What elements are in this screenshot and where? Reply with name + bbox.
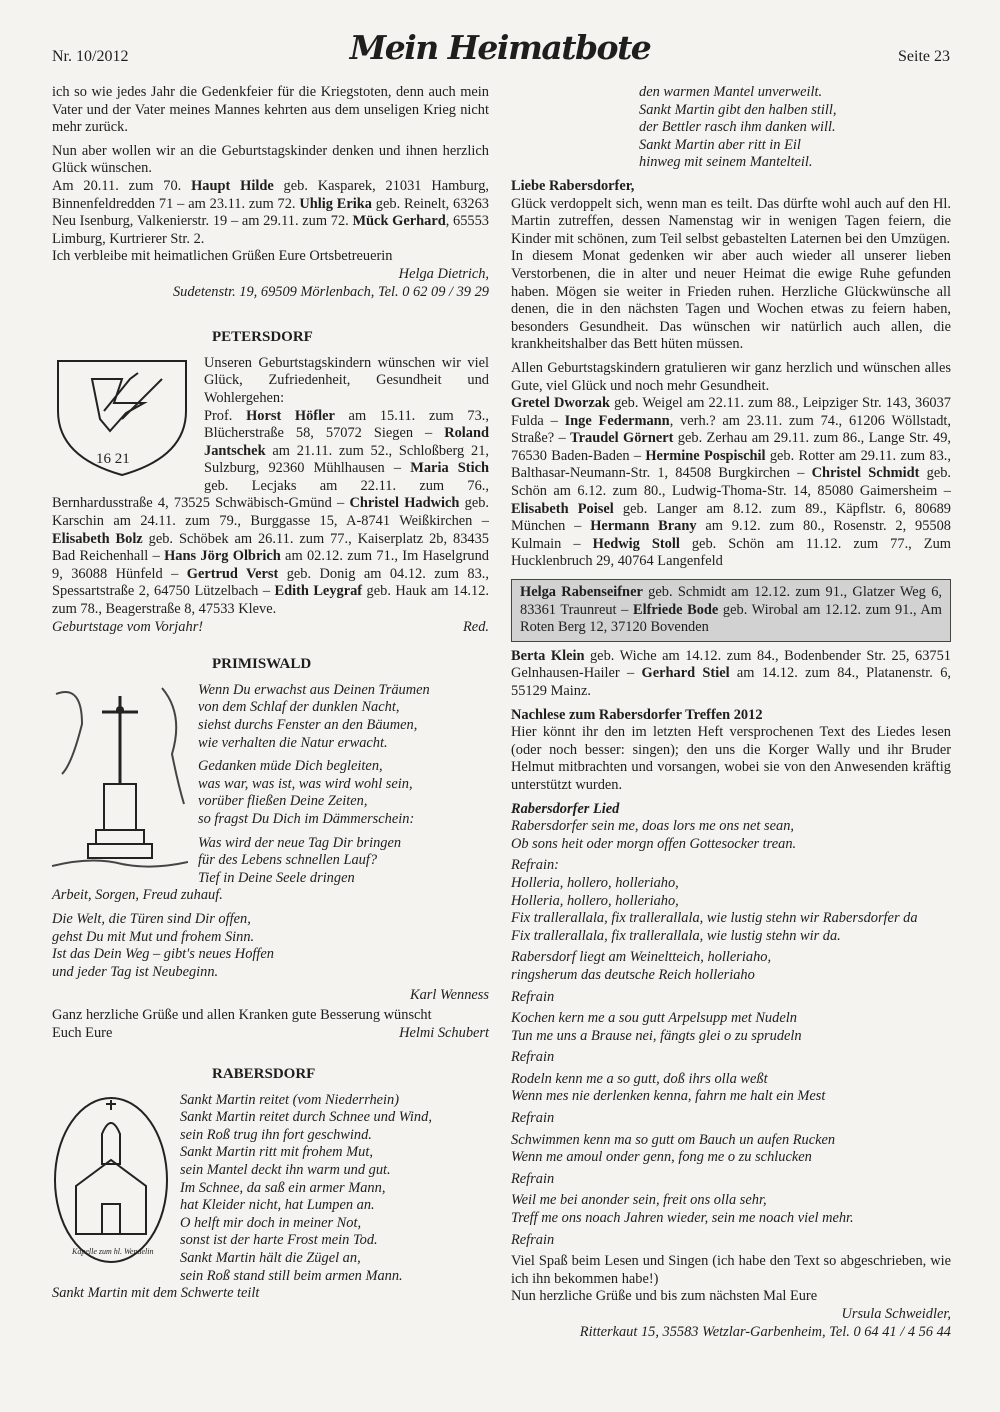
song-lyrics <box>511 818 951 1249</box>
poem-line: der Bettler rasch ihm danken will. <box>639 119 836 136</box>
highlight-box: Helga Rabenseifner geb. Schmidt am 12.12. zum 91., Glatzer Weg 6, 83361 Traunreut – Elfriede Bode geb. Wirobal am 12.12. zum 91., Am Roten Berg 12, 37120 Bovenden <box>511 579 951 642</box>
poem-line: Gedanken müde Dich begleiten, <box>198 758 383 775</box>
lyrics-line: Tun me uns a Brause nei, fängts glei o zu sprudeln <box>511 1027 802 1044</box>
poem-line: Sankt Martin mit dem Schwerte teilt <box>52 1285 260 1302</box>
lyrics-line: Refrain: <box>511 857 559 874</box>
section-title-rabersdorf: RABERSDORF <box>212 1066 316 1083</box>
poem-line: siehst durchs Fenster an den Bäumen, <box>198 717 418 733</box>
section-title-petersdorf: PETERSDORF <box>212 329 313 346</box>
lyrics-line: Refrain <box>511 1049 555 1066</box>
lyrics-line: Kochen kern me a sou gutt Arpelsupp met Nudeln <box>511 1010 797 1027</box>
poem-line: Arbeit, Sorgen, Freud zuhauf. <box>52 887 223 904</box>
poem-line: Sankt Martin reitet (vom Niederrhein) <box>180 1091 400 1108</box>
closing-paragraph: Viel Spaß beim Lesen und Singen (ich habe den Text so abgeschrieben, wie ich ihn bekommen habe!) <box>511 1253 951 1287</box>
more-birthdays: Berta Klein geb. Wiche am 14.12. zum 84., Bodenbender Str. 25, 63751 Gelnhausen-Hailer – Gerhard Stiel am 14.12. zum 84., Platanenstr. 6, 55129 Mainz. <box>511 647 951 699</box>
signature-name-right: Ursula Schweidler, <box>841 1306 951 1322</box>
lyrics-line: Weil me bei anonder sein, freit ons olla sehr, <box>511 1192 767 1209</box>
poem-author: Karl Wenness <box>409 987 489 1004</box>
song-title: Rabersdorfer Lied <box>511 800 620 817</box>
lyrics-line: Refrain <box>511 988 555 1005</box>
section-title-primiswald: PRIMISWALD <box>212 656 312 673</box>
poem-line: sein Roß stand still beim armen Mann. <box>180 1267 403 1284</box>
poem-line: Was wird der neue Tag Dir bringen <box>198 834 402 851</box>
greeting-head: Liebe Rabersdorfer, <box>511 177 635 194</box>
lyrics-line: Rabersdorf liegt am Weineltteich, holleriaho, <box>511 949 772 966</box>
masthead-logo: Mein Heimatbote <box>349 28 651 67</box>
left-column <box>52 84 489 1303</box>
nachlese-paragraph: Hier könnt ihr den im letzten Heft versprochenen Text des Liedes lesen (oder noch besser: singen); den uns die Korger Wally und ihr Bruder Helmut mitbrachten und vorsangen, wobei sie von den Anwesenden kräftig unterstützt wurden. <box>511 724 951 793</box>
lyrics-block <box>511 949 951 984</box>
poem-line: sonst ist der harte Frost mein Tod. <box>180 1232 378 1249</box>
greeting-sign: Euch Eure Helmi Schubert <box>52 1024 489 1041</box>
lyrics-line: Treff me ons noach Jahren wieder, sein me noach viel mehr. <box>511 1210 854 1227</box>
poem-line: so fragst Du Dich im Dämmerschein: <box>198 810 415 827</box>
poem-line: gehst Du mit Mut und frohem Sinn. <box>52 928 255 945</box>
petersdorf-crest-image <box>52 359 192 483</box>
wayside-cross-drawing <box>52 684 188 878</box>
lyrics-line: Wenn me amoul onder genn, fong me o zu schlucken <box>511 1149 812 1166</box>
rabersdorf-birthdays: Gretel Dworzak geb. Weigel am 22.11. zum 88., Leipziger Str. 143, 36037 Fulda – Inge Federmann, verh.? am 23.11. zum 74., 61206 Wöllstadt, Straße? – Traudel Görnert geb. Zerhau am 29.11. zum 86., Lange Str. 49, 76530 Baden-Baden – Hermine Pospischil geb. Rotter am 29.11. zum 83., Balthasar-Neumann-Str. 1, 84508 Burgkirchen – Christel Schmidt geb. Schön am 6.12. zum 80., Ludwig-Thoma-Str. 14, 85080 Gaimersheim – Elisabeth Poisel geb. Langer am 8.12. zum 89., Käpflstr. 6, 80689 München – Hermann Brany am 9.12. zum 80., Rosenstr. 2, 95508 Kulmain – Hedwig Stoll geb. Schön am 11.12. zum 77., Zum Hucklenbruch 29, 40764 Langenfeld <box>511 395 952 570</box>
lyrics-line: Fix trallerallala, fix trallerallala, wie lustig stehn wir Rabersdorfer da <box>511 910 918 927</box>
memorial-paragraph: In diesem Monat gedenken wir aber auch wieder all unserer lieben Verstorbenen, die in alter und neuer Heimat die ewige Ruhe gefunden haben. Mögen sie weiter in Frieden ruhen. Herzliche Glückwünsche all denen, die in den nächsten Tagen und Wochen etwas zu feiern haben, besonders Gesundheit. Das wünschen wir natürlich auch allen, die krankheitshalber das Bett hüten müssen. <box>511 248 951 353</box>
martin-paragraph: Glück verdoppelt sich, wenn man es teilt. Das dürfte wohl auch auf den Hl. Martin zutreffen, dessen Namenstag wir in wenigen Tagen feiern, die Kinder mit schönen, zum Teil selbst gebastelten Laternen bei den Umzügen. <box>511 195 951 247</box>
poem-stanza <box>52 911 489 981</box>
lyrics-block <box>511 1010 951 1045</box>
sign-off: Ich verbleibe mit heimatlichen Grüßen Eure Ortsbetreuerin <box>52 248 393 265</box>
lyrics-line: Wenn mes nie derlenken kenna, fahrn me halt ein Mest <box>511 1088 826 1105</box>
closing-greeting: Nun herzliche Grüße und bis zum nächsten Mal Eure <box>511 1288 818 1305</box>
poem-line: Sankt Martin aber ritt in Eil <box>639 136 801 153</box>
lyrics-line: Fix trallerallala, fix trallerallala, wie lustig stehn wir da. <box>511 927 841 944</box>
poem-line: Im Schnee, da saß ein armer Mann, <box>180 1179 386 1196</box>
birthday-wishes: Allen Geburtstagskindern gratulieren wir ganz herzlich und wünschen alles Gute, viel Glück und noch mehr Gesundheit. <box>511 359 951 394</box>
birthday-intro: Nun aber wollen wir an die Geburtstagskinder denken und ihnen herzlich Glück wünschen. <box>52 142 489 177</box>
lyrics-line: Refrain <box>511 1231 555 1248</box>
issue-number: Nr. 10/2012 <box>52 48 129 65</box>
poem-line: Sankt Martin gibt den halben still, <box>639 101 837 118</box>
signature-name: Helga Dietrich, <box>398 265 489 282</box>
chapel-emblem-drawing <box>52 1094 170 1272</box>
petersdorf-birthdays: Unseren Geburtstagskindern wünschen wir viel Glück, Zufriedenheit, Gesundheit und Wohlergehen: Prof. Horst Höfler am 15.11. zum 73., Blücherstraße 58, 57072 Siegen – Roland Jantschek am 21.11. zum 52., Schloßberg 21, Sulzburg, 92360 Mühlhausen – Maria Stich geb. Lecjaks am 22.11. zum 76., Bernhardusstraße 4, 73525 Schwäbisch-Gmünd – Christel Hadwich geb. Karschin am 24.11. zum 79., Burggasse 15, A-8741 Weißkirchen – Elisabeth Bolz geb. Schöbek am 26.11. zum 77., Kaiserplatz 2b, 83435 Bad Reichenhall – Hans Jörg Olbrich am 02.12. zum 71., Im Haselgrund 9, 36088 Hünfeld – Gertrud Verst geb. Donig am 04.12. zum 83., Spessartstraße 2, 64750 Lützelbach – Edith Leygraf geb. Hauk am 14.12. zum 78., Beagerstraße 8, 47533 Kleve. <box>52 354 490 618</box>
poem-line: hinweg mit seinem Mantelteil. <box>639 154 813 171</box>
martin-poem-part2 <box>639 84 951 172</box>
lyrics-line: Refrain <box>511 1110 555 1127</box>
lyrics-block <box>511 1049 951 1067</box>
lyrics-block <box>511 1171 951 1189</box>
signature-address: Sudetenstr. 19, 69509 Mörlenbach, Tel. 0 62 09 / 39 29 <box>172 283 489 300</box>
signature-address-right: Ritterkaut 15, 35583 Wetzlar-Garbenheim, Tel. 0 64 41 / 4 56 44 <box>579 1323 951 1340</box>
greeting-line: Ganz herzliche Grüße und allen Kranken gute Besserung wünscht <box>52 1006 432 1023</box>
lyrics-line: Refrain <box>511 1170 555 1187</box>
petersdorf-footer: Geburtstage vom Vorjahr! Red. <box>52 618 489 635</box>
poem-line: Sankt Martin reitet durch Schnee und Wind, <box>180 1109 432 1126</box>
poem-line: Wenn Du erwachst aus Deinen Träumen <box>198 681 430 698</box>
lyrics-line: Ob sons heit oder morgn offen Gottesocker trean. <box>511 835 797 852</box>
poem-line: Sankt Martin ritt mit frohem Mut, <box>180 1144 373 1161</box>
poem-line: vorüber fließen Deine Zeiten, <box>198 793 368 810</box>
lyrics-block <box>511 989 951 1007</box>
lyrics-block <box>511 1071 951 1106</box>
poem-line: für des Lebens schnellen Lauf? <box>198 852 378 869</box>
svg-text:16 21: 16 21 <box>96 450 130 467</box>
nachlese-head: Nachlese zum Rabersdorfer Treffen 2012 <box>511 706 763 723</box>
poem-line: Ist das Dein Weg – gibt's neues Hoffen <box>52 946 274 963</box>
poem-line: hat Kleider nicht, hat Lumpen an. <box>180 1197 375 1214</box>
lyrics-line: Holleria, hollero, holleriaho, <box>511 874 679 891</box>
poem-line: was war, was ist, was wird wohl sein, <box>198 775 413 792</box>
poem-line: Sankt Martin hält die Zügel an, <box>180 1250 361 1267</box>
poem-line: den warmen Mantel unverweilt. <box>639 84 823 100</box>
lyrics-line: Holleria, hollero, holleriaho, <box>511 892 679 909</box>
poem-line: sein Roß trug ihn fort geschwind. <box>180 1126 372 1143</box>
poem-line: O helft mir doch in meiner Not, <box>180 1214 362 1231</box>
poem-line: Die Welt, die Türen sind Dir offen, <box>52 910 251 927</box>
lyrics-block <box>511 1232 951 1250</box>
poem-line: sein Mantel deckt ihn warm und gut. <box>180 1162 391 1179</box>
lyrics-line: ringsherum das deutsche Reich holleriaho <box>511 966 755 983</box>
poem-line: wie verhalten die Natur erwacht. <box>198 734 388 751</box>
right-column <box>511 84 951 1347</box>
poem-line: Tief in Deine Seele dringen <box>198 869 355 886</box>
lyrics-block <box>511 818 951 853</box>
lyrics-block <box>511 857 951 945</box>
lyrics-block <box>511 1132 951 1167</box>
lyrics-line: Schwimmen kenn ma so gutt om Bauch un aufen Rucken <box>511 1131 836 1148</box>
lyrics-line: Rabersdorfer sein me, doas lors me ons net sean, <box>511 818 794 835</box>
poem-line: von dem Schlaf der dunklen Nacht, <box>198 699 400 716</box>
lyrics-block <box>511 1192 951 1227</box>
birthday-list: Am 20.11. zum 70. Haupt Hilde geb. Kasparek, 21031 Hamburg, Binnenfeldredden 71 – am 23.11. zum 72. Uhlig Erika geb. Reinelt, 63263 Neu Isenburg, Valkenierstr. 19 – am 29.11. zum 72. Mück Gerhard, 65553 Limburg, Kurtrierer Str. 2. <box>52 177 490 247</box>
lyrics-line: Rodeln kenn me a so gutt, doß ihrs olla weßt <box>511 1070 768 1087</box>
page-number: Seite 23 <box>898 48 950 65</box>
lyrics-block <box>511 1110 951 1128</box>
intro-paragraph: ich so wie jedes Jahr die Gedenkfeier für die Kriegstoten, denn auch mein Vater und der Vater meines Mannes kehrten aus dem unseligen Krieg nicht mehr zurück. <box>52 84 489 136</box>
svg-text:Kapelle zum hl. Wendelin: Kapelle zum hl. Wendelin <box>72 1246 154 1256</box>
poem-line: und jeder Tag ist Neubeginn. <box>52 963 219 980</box>
